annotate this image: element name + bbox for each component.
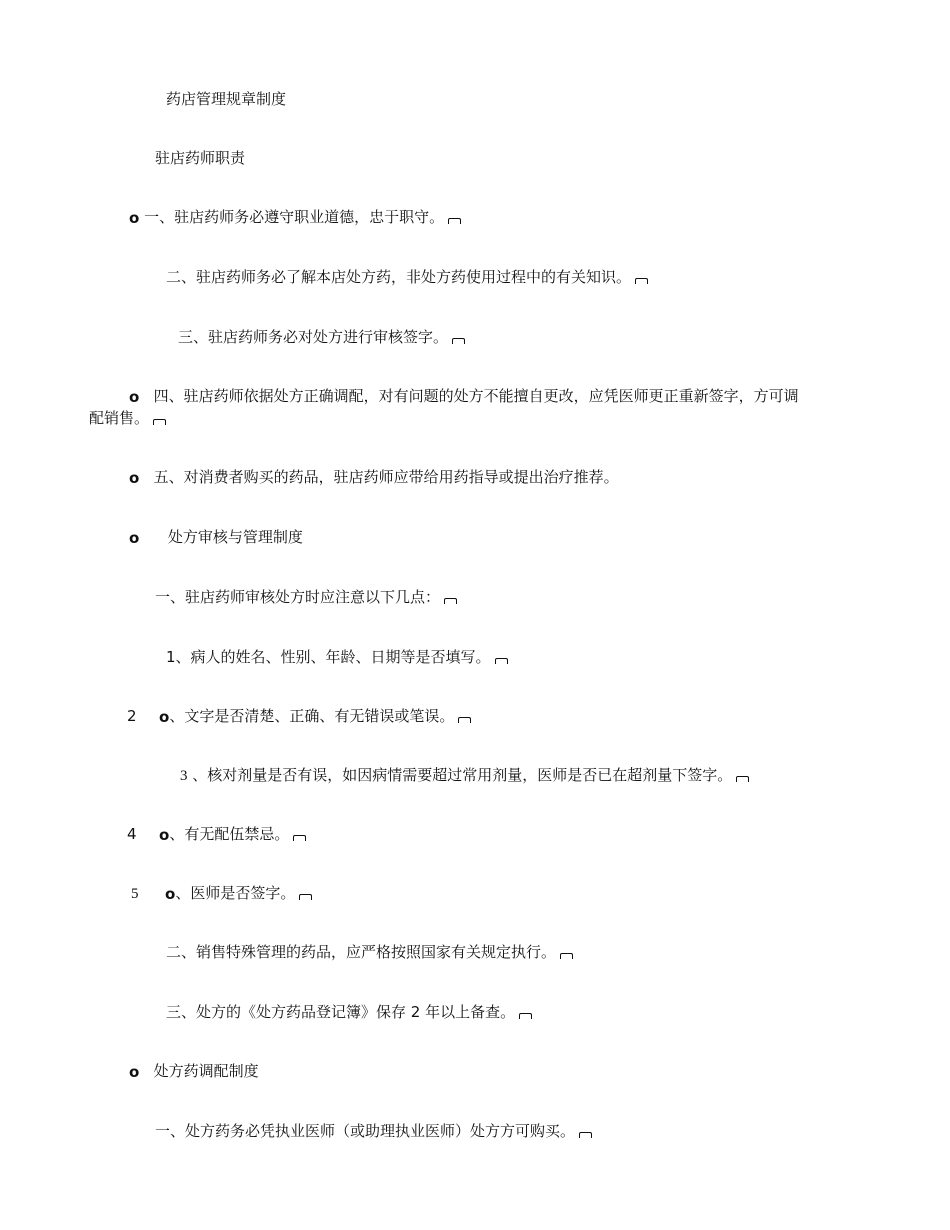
paragraph-mark-icon xyxy=(736,776,749,782)
paragraph-mark-icon xyxy=(579,1132,592,1138)
section-heading-prescription-review xyxy=(129,526,303,549)
list-item-number: 2 xyxy=(127,707,137,725)
paragraph-text: 一、驻店药师务必遵守职业道德，忠于职守。 xyxy=(144,208,445,226)
paragraph-mark-icon xyxy=(458,717,471,723)
bullet-icon: o xyxy=(159,708,170,726)
section-heading-text: 处方审核与管理制度 xyxy=(167,528,303,546)
paragraph-text: 五、对消费者购买的药品，驻店药师应带给用药指导或提出治疗推荐。 xyxy=(153,468,619,486)
paragraph-text: 一、驻店药师审核处方时应注意以下几点： xyxy=(155,588,441,606)
paragraph-mark-icon xyxy=(519,1013,532,1019)
list-item-number: 4 xyxy=(127,825,137,843)
paragraph-mark-icon xyxy=(444,598,457,604)
paragraph-mark-icon xyxy=(448,218,461,224)
bullet-icon: o xyxy=(129,469,140,487)
paragraph-text: 二、销售特殊管理的药品，应严格按照国家有关规定执行。 xyxy=(166,943,557,961)
bullet-icon: o xyxy=(129,529,140,547)
bullet-icon: o xyxy=(165,885,176,903)
paragraph-duty-3 xyxy=(178,326,465,348)
paragraph-text: 二、驻店药师务必了解本店处方药，非处方药使用过程中的有关知识。 xyxy=(166,268,632,286)
paragraph-review-intro xyxy=(155,586,457,608)
list-item-text: 、文字是否清楚、正确、有无错误或笔误。 xyxy=(169,707,455,725)
section-heading-dispensing xyxy=(129,1060,259,1083)
paragraph-review-3 xyxy=(166,1001,532,1023)
list-item-text: 1、病人的姓名、性别、年龄、日期等是否填写。 xyxy=(166,648,491,666)
paragraph-mark-icon xyxy=(452,338,465,344)
paragraph-text: 一、处方药务必凭执业医师（或助理执业医师）处方方可购买。 xyxy=(155,1122,576,1140)
paragraph-mark-icon xyxy=(560,953,573,959)
bullet-icon: o xyxy=(129,388,140,406)
list-item-review-5 xyxy=(131,882,312,905)
list-item-text: 、核对剂量是否有误，如因病情需要超过常用剂量，医师是否已在超剂量下签字。 xyxy=(192,766,733,784)
paragraph-text: 配销售。 xyxy=(89,409,150,427)
paragraph-duty-2 xyxy=(166,266,648,288)
document-title xyxy=(166,88,286,110)
paragraph-mark-icon xyxy=(293,835,306,841)
list-item-text: 、有无配伍禁忌。 xyxy=(169,825,290,843)
section-heading-pharmacist-duties xyxy=(155,147,245,169)
paragraph-mark-icon xyxy=(635,278,648,284)
paragraph-text: 三、驻店药师务必对处方进行审核签字。 xyxy=(178,328,449,346)
list-item-review-4 xyxy=(127,823,306,846)
paragraph-mark-icon xyxy=(299,894,312,900)
paragraph-duty-5 xyxy=(129,466,619,489)
paragraph-duty-4-line1 xyxy=(129,385,799,408)
list-item-review-3 xyxy=(180,764,749,787)
list-item-review-2 xyxy=(127,705,471,728)
bullet-icon: o xyxy=(129,209,140,227)
paragraph-mark-icon xyxy=(495,658,508,664)
list-item-review-1 xyxy=(166,646,508,668)
paragraph-dispensing-1 xyxy=(155,1120,592,1142)
list-item-number: 5 xyxy=(131,886,139,902)
document-title-text: 药店管理规章制度 xyxy=(166,90,287,108)
paragraph-text: 三、处方的《处方药品登记簿》保存 2 年以上备查。 xyxy=(166,1003,516,1021)
list-item-number: 3 xyxy=(180,768,188,784)
paragraph-review-2 xyxy=(166,941,573,963)
paragraph-mark-icon xyxy=(153,419,166,425)
paragraph-duty-4-line2 xyxy=(89,407,166,429)
section-heading-text: 驻店药师职责 xyxy=(155,149,246,167)
bullet-icon: o xyxy=(129,1063,140,1081)
paragraph-duty-1 xyxy=(129,206,461,229)
bullet-icon: o xyxy=(159,826,170,844)
paragraph-text: 四、驻店药师依据处方正确调配，对有问题的处方不能擅自更改，应凭医师更正重新签字，方可调 xyxy=(153,387,799,405)
section-heading-text: 处方药调配制度 xyxy=(153,1062,259,1080)
list-item-text: 、医师是否签字。 xyxy=(175,884,296,902)
